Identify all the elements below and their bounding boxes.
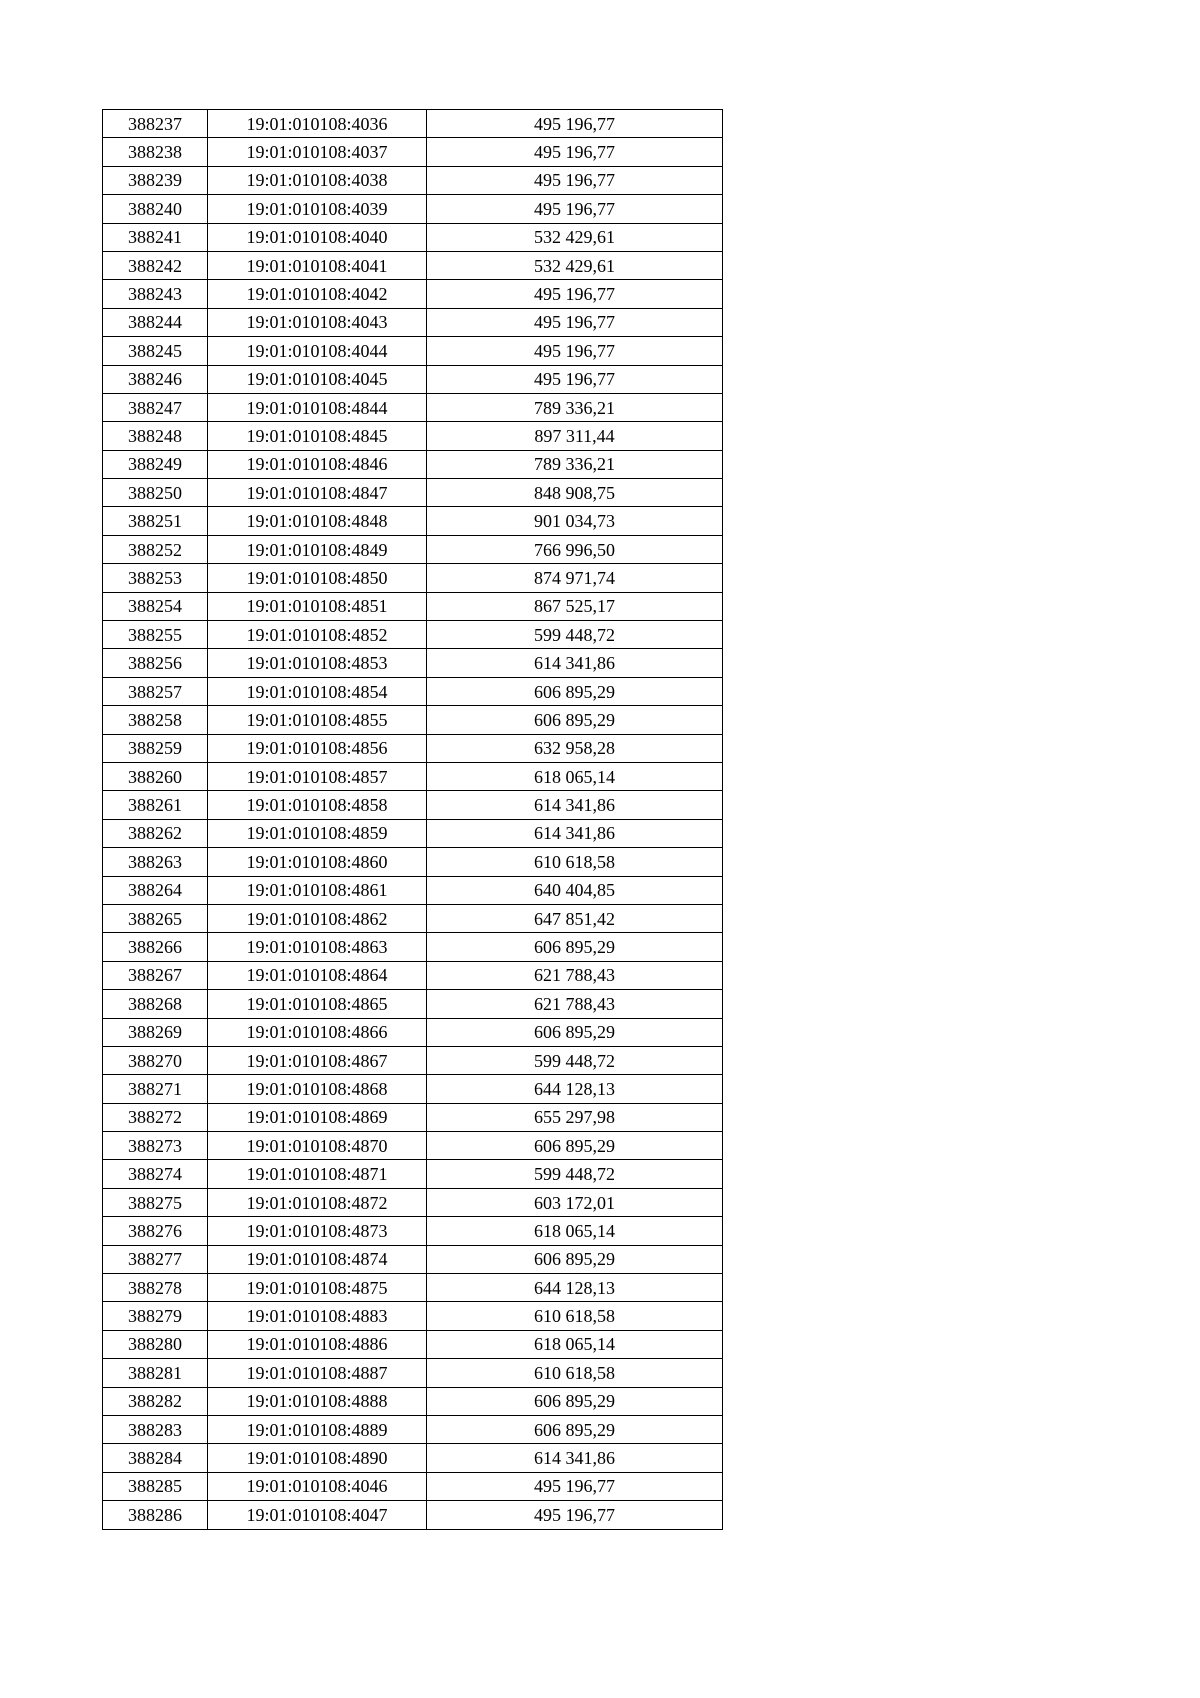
cadastral-number-cell: 19:01:010108:4864 — [208, 961, 427, 989]
table-row — [103, 990, 723, 1018]
cadastral-number-cell: 19:01:010108:4869 — [208, 1103, 427, 1131]
value-cell: 495 196,77 — [427, 308, 723, 336]
cadastral-number-cell: 19:01:010108:4883 — [208, 1302, 427, 1330]
row-number-cell: 388262 — [103, 819, 208, 847]
cadastral-number-cell: 19:01:010108:4872 — [208, 1188, 427, 1216]
table-row — [103, 1075, 723, 1103]
cadastral-number-cell: 19:01:010108:4886 — [208, 1330, 427, 1358]
table-body — [103, 110, 723, 1530]
table-row — [103, 933, 723, 961]
row-number-cell: 388249 — [103, 450, 208, 478]
cadastral-number-cell: 19:01:010108:4863 — [208, 933, 427, 961]
value-cell: 632 958,28 — [427, 734, 723, 762]
row-number-cell: 388284 — [103, 1444, 208, 1472]
row-number-cell: 388250 — [103, 479, 208, 507]
cadastral-number-cell: 19:01:010108:4853 — [208, 649, 427, 677]
cadastral-number-cell: 19:01:010108:4855 — [208, 706, 427, 734]
value-cell: 495 196,77 — [427, 166, 723, 194]
table-row — [103, 734, 723, 762]
row-number-cell: 388253 — [103, 564, 208, 592]
value-cell: 614 341,86 — [427, 1444, 723, 1472]
cadastral-number-cell: 19:01:010108:4862 — [208, 904, 427, 932]
value-cell: 610 618,58 — [427, 1359, 723, 1387]
row-number-cell: 388265 — [103, 904, 208, 932]
cadastral-number-cell: 19:01:010108:4860 — [208, 848, 427, 876]
row-number-cell: 388280 — [103, 1330, 208, 1358]
value-cell: 606 895,29 — [427, 1132, 723, 1160]
cadastral-number-cell: 19:01:010108:4846 — [208, 450, 427, 478]
table-row — [103, 535, 723, 563]
value-cell: 599 448,72 — [427, 1160, 723, 1188]
cadastral-number-cell: 19:01:010108:4887 — [208, 1359, 427, 1387]
row-number-cell: 388281 — [103, 1359, 208, 1387]
table-row — [103, 280, 723, 308]
value-cell: 789 336,21 — [427, 393, 723, 421]
value-cell: 495 196,77 — [427, 280, 723, 308]
cadastral-value-table — [102, 109, 723, 1530]
row-number-cell: 388261 — [103, 791, 208, 819]
cadastral-number-cell: 19:01:010108:4036 — [208, 110, 427, 138]
row-number-cell: 388255 — [103, 621, 208, 649]
cadastral-number-cell: 19:01:010108:4851 — [208, 592, 427, 620]
value-cell: 901 034,73 — [427, 507, 723, 535]
value-cell: 606 895,29 — [427, 1245, 723, 1273]
cadastral-number-cell: 19:01:010108:4043 — [208, 308, 427, 336]
row-number-cell: 388277 — [103, 1245, 208, 1273]
table-row — [103, 564, 723, 592]
table-row — [103, 1472, 723, 1500]
table-row — [103, 621, 723, 649]
table-row — [103, 819, 723, 847]
value-cell: 614 341,86 — [427, 819, 723, 847]
cadastral-number-cell: 19:01:010108:4874 — [208, 1245, 427, 1273]
table-row — [103, 195, 723, 223]
row-number-cell: 388239 — [103, 166, 208, 194]
row-number-cell: 388246 — [103, 365, 208, 393]
row-number-cell: 388241 — [103, 223, 208, 251]
table-row — [103, 1217, 723, 1245]
value-cell: 618 065,14 — [427, 1330, 723, 1358]
value-cell: 606 895,29 — [427, 706, 723, 734]
row-number-cell: 388273 — [103, 1132, 208, 1160]
cadastral-number-cell: 19:01:010108:4039 — [208, 195, 427, 223]
table-row — [103, 1132, 723, 1160]
cadastral-number-cell: 19:01:010108:4848 — [208, 507, 427, 535]
cadastral-number-cell: 19:01:010108:4038 — [208, 166, 427, 194]
value-cell: 599 448,72 — [427, 621, 723, 649]
row-number-cell: 388237 — [103, 110, 208, 138]
cadastral-number-cell: 19:01:010108:4040 — [208, 223, 427, 251]
row-number-cell: 388244 — [103, 308, 208, 336]
table-row — [103, 450, 723, 478]
cadastral-number-cell: 19:01:010108:4844 — [208, 393, 427, 421]
table-row — [103, 1245, 723, 1273]
cadastral-number-cell: 19:01:010108:4037 — [208, 138, 427, 166]
cadastral-number-cell: 19:01:010108:4847 — [208, 479, 427, 507]
value-cell: 614 341,86 — [427, 649, 723, 677]
value-cell: 766 996,50 — [427, 535, 723, 563]
value-cell: 621 788,43 — [427, 990, 723, 1018]
table-row — [103, 592, 723, 620]
table-row — [103, 110, 723, 138]
row-number-cell: 388257 — [103, 677, 208, 705]
row-number-cell: 388267 — [103, 961, 208, 989]
row-number-cell: 388258 — [103, 706, 208, 734]
cadastral-number-cell: 19:01:010108:4044 — [208, 337, 427, 365]
value-cell: 614 341,86 — [427, 791, 723, 819]
row-number-cell: 388271 — [103, 1075, 208, 1103]
value-cell: 610 618,58 — [427, 1302, 723, 1330]
table-row — [103, 393, 723, 421]
value-cell: 495 196,77 — [427, 1472, 723, 1500]
table-row — [103, 251, 723, 279]
table-row — [103, 1046, 723, 1074]
cadastral-number-cell: 19:01:010108:4045 — [208, 365, 427, 393]
cadastral-number-cell: 19:01:010108:4866 — [208, 1018, 427, 1046]
value-cell: 532 429,61 — [427, 251, 723, 279]
cadastral-number-cell: 19:01:010108:4046 — [208, 1472, 427, 1500]
row-number-cell: 388240 — [103, 195, 208, 223]
cadastral-number-cell: 19:01:010108:4861 — [208, 876, 427, 904]
value-cell: 599 448,72 — [427, 1046, 723, 1074]
cadastral-number-cell: 19:01:010108:4852 — [208, 621, 427, 649]
cadastral-number-cell: 19:01:010108:4856 — [208, 734, 427, 762]
value-cell: 495 196,77 — [427, 337, 723, 365]
row-number-cell: 388282 — [103, 1387, 208, 1415]
value-cell: 867 525,17 — [427, 592, 723, 620]
table-row — [103, 791, 723, 819]
table-row — [103, 1018, 723, 1046]
value-cell: 495 196,77 — [427, 195, 723, 223]
row-number-cell: 388263 — [103, 848, 208, 876]
table-row — [103, 848, 723, 876]
value-cell: 495 196,77 — [427, 110, 723, 138]
cadastral-number-cell: 19:01:010108:4858 — [208, 791, 427, 819]
value-cell: 644 128,13 — [427, 1274, 723, 1302]
value-cell: 606 895,29 — [427, 677, 723, 705]
row-number-cell: 388286 — [103, 1501, 208, 1529]
row-number-cell: 388274 — [103, 1160, 208, 1188]
row-number-cell: 388268 — [103, 990, 208, 1018]
table-row — [103, 762, 723, 790]
table-row — [103, 337, 723, 365]
row-number-cell: 388245 — [103, 337, 208, 365]
value-cell: 532 429,61 — [427, 223, 723, 251]
table-row — [103, 1387, 723, 1415]
cadastral-number-cell: 19:01:010108:4873 — [208, 1217, 427, 1245]
value-cell: 655 297,98 — [427, 1103, 723, 1131]
cadastral-number-cell: 19:01:010108:4865 — [208, 990, 427, 1018]
value-cell: 610 618,58 — [427, 848, 723, 876]
row-number-cell: 388279 — [103, 1302, 208, 1330]
row-number-cell: 388260 — [103, 762, 208, 790]
row-number-cell: 388275 — [103, 1188, 208, 1216]
row-number-cell: 388272 — [103, 1103, 208, 1131]
table-row — [103, 365, 723, 393]
cadastral-number-cell: 19:01:010108:4888 — [208, 1387, 427, 1415]
cadastral-number-cell: 19:01:010108:4889 — [208, 1415, 427, 1443]
table-row — [103, 1274, 723, 1302]
row-number-cell: 388256 — [103, 649, 208, 677]
cadastral-number-cell: 19:01:010108:4854 — [208, 677, 427, 705]
value-cell: 621 788,43 — [427, 961, 723, 989]
table-row — [103, 422, 723, 450]
cadastral-number-cell: 19:01:010108:4845 — [208, 422, 427, 450]
table-row — [103, 1302, 723, 1330]
table-row — [103, 706, 723, 734]
row-number-cell: 388266 — [103, 933, 208, 961]
value-cell: 606 895,29 — [427, 933, 723, 961]
table-row — [103, 876, 723, 904]
cadastral-number-cell: 19:01:010108:4047 — [208, 1501, 427, 1529]
value-cell: 606 895,29 — [427, 1387, 723, 1415]
cadastral-number-cell: 19:01:010108:4890 — [208, 1444, 427, 1472]
table-row — [103, 961, 723, 989]
row-number-cell: 388285 — [103, 1472, 208, 1500]
table-row — [103, 1103, 723, 1131]
cadastral-number-cell: 19:01:010108:4868 — [208, 1075, 427, 1103]
row-number-cell: 388254 — [103, 592, 208, 620]
cadastral-number-cell: 19:01:010108:4850 — [208, 564, 427, 592]
value-cell: 618 065,14 — [427, 1217, 723, 1245]
row-number-cell: 388270 — [103, 1046, 208, 1074]
table-row — [103, 649, 723, 677]
table-row — [103, 308, 723, 336]
row-number-cell: 388248 — [103, 422, 208, 450]
row-number-cell: 388238 — [103, 138, 208, 166]
cadastral-number-cell: 19:01:010108:4871 — [208, 1160, 427, 1188]
row-number-cell: 388247 — [103, 393, 208, 421]
row-number-cell: 388278 — [103, 1274, 208, 1302]
table-row — [103, 1415, 723, 1443]
table-row — [103, 479, 723, 507]
cadastral-number-cell: 19:01:010108:4859 — [208, 819, 427, 847]
row-number-cell: 388283 — [103, 1415, 208, 1443]
row-number-cell: 388242 — [103, 251, 208, 279]
row-number-cell: 388264 — [103, 876, 208, 904]
table-row — [103, 507, 723, 535]
value-cell: 640 404,85 — [427, 876, 723, 904]
value-cell: 495 196,77 — [427, 138, 723, 166]
value-cell: 647 851,42 — [427, 904, 723, 932]
value-cell: 495 196,77 — [427, 1501, 723, 1529]
table-row — [103, 677, 723, 705]
row-number-cell: 388276 — [103, 1217, 208, 1245]
table-row — [103, 138, 723, 166]
cadastral-number-cell: 19:01:010108:4870 — [208, 1132, 427, 1160]
cadastral-number-cell: 19:01:010108:4867 — [208, 1046, 427, 1074]
row-number-cell: 388269 — [103, 1018, 208, 1046]
table-row — [103, 166, 723, 194]
row-number-cell: 388252 — [103, 535, 208, 563]
cadastral-number-cell: 19:01:010108:4041 — [208, 251, 427, 279]
value-cell: 603 172,01 — [427, 1188, 723, 1216]
value-cell: 848 908,75 — [427, 479, 723, 507]
value-cell: 495 196,77 — [427, 365, 723, 393]
cadastral-number-cell: 19:01:010108:4875 — [208, 1274, 427, 1302]
value-cell: 897 311,44 — [427, 422, 723, 450]
table-row — [103, 1359, 723, 1387]
value-cell: 618 065,14 — [427, 762, 723, 790]
table-row — [103, 1188, 723, 1216]
table-row — [103, 1501, 723, 1529]
value-cell: 789 336,21 — [427, 450, 723, 478]
cadastral-number-cell: 19:01:010108:4857 — [208, 762, 427, 790]
row-number-cell: 388259 — [103, 734, 208, 762]
row-number-cell: 388243 — [103, 280, 208, 308]
table-row — [103, 1330, 723, 1358]
table-row — [103, 223, 723, 251]
row-number-cell: 388251 — [103, 507, 208, 535]
value-cell: 644 128,13 — [427, 1075, 723, 1103]
cadastral-number-cell: 19:01:010108:4849 — [208, 535, 427, 563]
table-row — [103, 1444, 723, 1472]
table-row — [103, 1160, 723, 1188]
value-cell: 874 971,74 — [427, 564, 723, 592]
table-row — [103, 904, 723, 932]
cadastral-number-cell: 19:01:010108:4042 — [208, 280, 427, 308]
value-cell: 606 895,29 — [427, 1415, 723, 1443]
value-cell: 606 895,29 — [427, 1018, 723, 1046]
